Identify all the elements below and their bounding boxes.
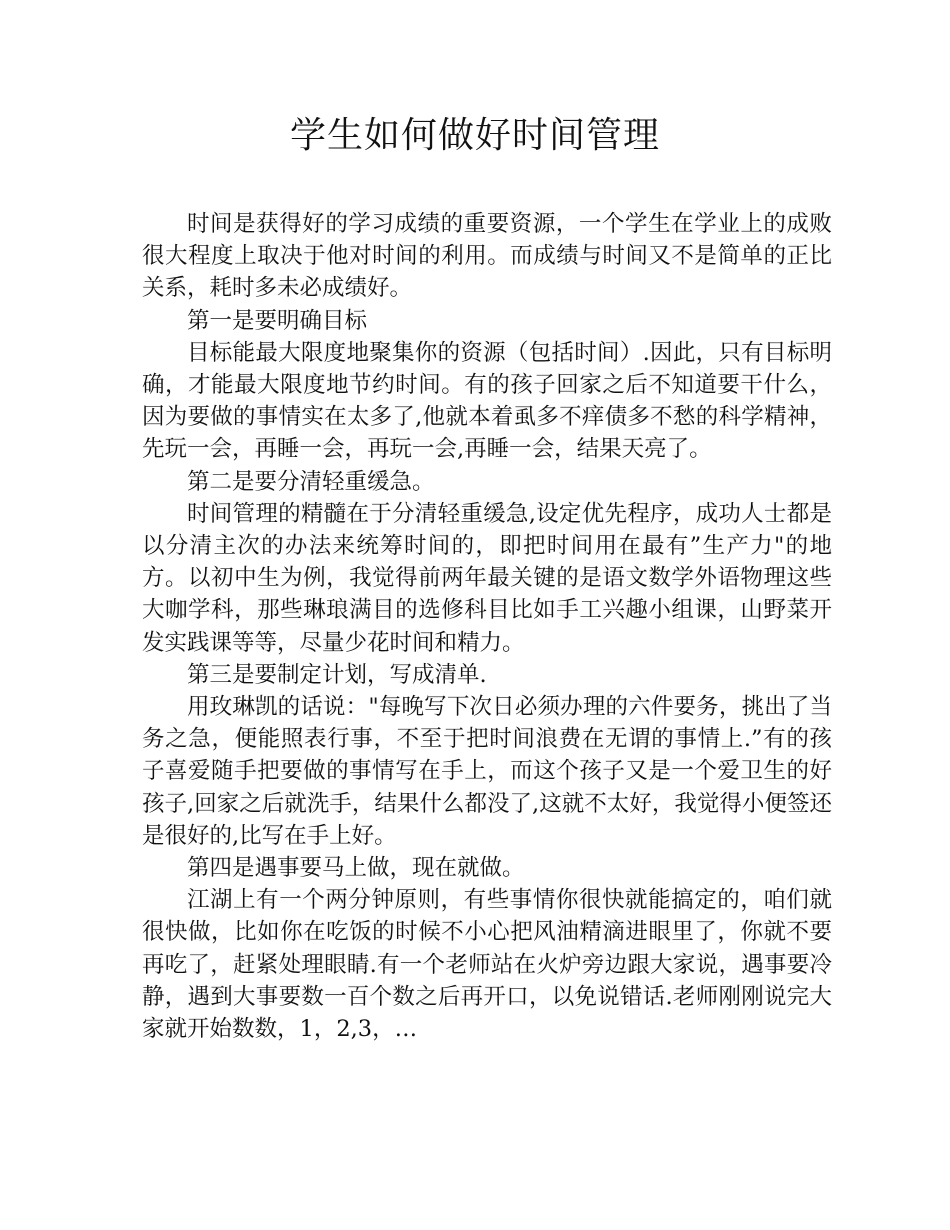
paragraph-point-3: 用玫琳凯的话说："每晚写下次日必须办理的六件要务，挑出了当务之急，便能照表行事，不至于把时间浪费在无谓的事情上.”有的孩子喜爱随手把要做的事情写在手上，而这个孩子又是一个爱卫生的好孩子,回家之后就洗手，结果什么都没了,这就不太好，我觉得小便签还是很好的,比写在手上好。 <box>142 694 832 849</box>
paragraph-intro: 时间是获得好的学习成绩的重要资源，一个学生在学业上的成败很大程度上取决于他对时间的利用。而成绩与时间又不是简单的正比关系，耗时多未必成绩好。 <box>142 211 832 302</box>
paragraph-point-4: 江湖上有一个两分钟原则，有些事情你很快就能搞定的，咱们就很快做，比如你在吃饭的时候不小心把风油精滴进眼里了，你就不要再吃了，赶紧处理眼睛.有一个老师站在火炉旁边跟大家说，遇事要冷静，遇到大事要数一百个数之后再开口，以免说错话.老师刚刚说完大家就开始数数，1，2,3，… <box>142 887 832 1043</box>
heading-point-2: 第二是要分清轻重缓急。 <box>187 468 435 495</box>
heading-point-4: 第四是遇事要马上做，现在就做。 <box>187 855 525 882</box>
paragraph-point-1: 目标能最大限度地聚集你的资源（包括时间）.因此，只有目标明确，才能最大限度地节约时间。有的孩子回家之后不知道要干什么，因为要做的事情实在太多了,他就本着虱多不痒债多不愁的科学精神，先玩一会，再睡一会，再玩一会,再睡一会，结果天亮了。 <box>142 339 832 463</box>
document-body <box>142 208 832 1045</box>
paragraph-point-2: 时间管理的精髓在于分清轻重缓急,设定优先程序，成功人士都是以分清主次的办法来统筹时间的，即把时间用在最有”生产力"的地方。以初中生为例，我觉得前两年最关键的是语文数学外语物理这些大咖学科，那些琳琅满目的选修科目比如手工兴趣小组课，山野菜开发实践课等等，尽量少花时间和精力。 <box>142 500 832 656</box>
heading-point-3: 第三是要制定计划，写成清单. <box>187 661 487 688</box>
heading-point-1: 第一是要明确目标 <box>187 307 368 334</box>
document-title: 学生如何做好时间管理 <box>289 115 660 156</box>
